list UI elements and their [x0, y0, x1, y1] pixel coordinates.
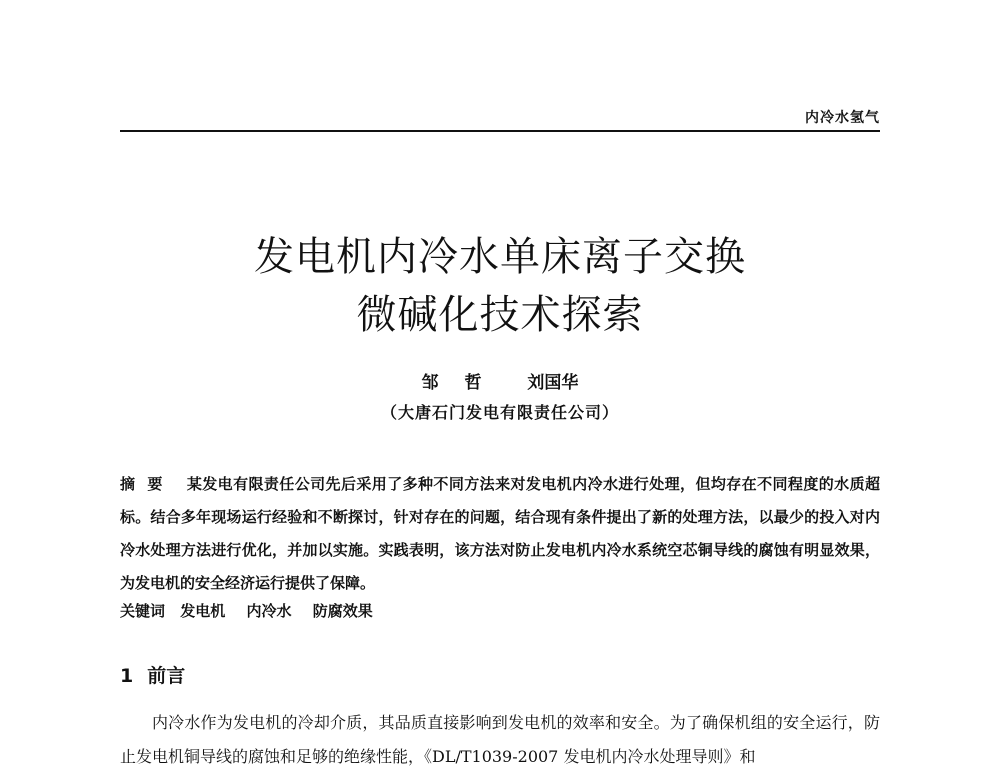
title-line-1: 发电机内冷水单床离子交换 — [254, 234, 746, 280]
paper-title — [120, 228, 880, 344]
keyword-item: 发电机 — [180, 602, 226, 620]
author-list — [120, 372, 880, 394]
author-1: 邹 哲 — [421, 373, 492, 393]
section-title: 前言 — [147, 665, 186, 687]
keywords-label: 关键词 — [120, 602, 166, 620]
author-2: 刘国华 — [527, 373, 579, 393]
affiliation: （大唐石门发电有限责任公司） — [380, 403, 619, 422]
abstract-text: 某发电有限责任公司先后采用了多种不同方法来对发电机内冷水进行处理，但均存在不同程度的水质超标。结合多年现场运行经验和不断探讨，针对存在的问题，结合现有条件提出了新的处理方法，以最少的投入对内冷水处理方法进行优化，并加以实施。实践表明，该方法对防止发电机内冷水系统空芯铜导线的腐蚀有明显效果，为发电机的安全经济运行提供了保障。 — [120, 475, 880, 592]
title-line-2: 微碱化技术探索 — [356, 292, 644, 338]
running-head: 内冷水氢气 — [805, 110, 880, 126]
keyword-item: 内冷水 — [246, 602, 292, 620]
section-number: 1 — [120, 665, 134, 687]
keywords — [120, 598, 880, 624]
body-paragraph: 内冷水作为发电机的冷却介质，其品质直接影响到发电机的效率和安全。为了确保机组的安全运行，防止发电机铜导线的腐蚀和足够的绝缘性能，《DL/T1039-2007 发电机内冷水处理导则》和 — [120, 713, 880, 766]
section-heading — [120, 663, 185, 689]
abstract — [120, 468, 880, 600]
keyword-item: 防腐效果 — [312, 602, 373, 620]
header-rule — [120, 130, 880, 132]
abstract-label: 摘要 — [120, 475, 175, 493]
